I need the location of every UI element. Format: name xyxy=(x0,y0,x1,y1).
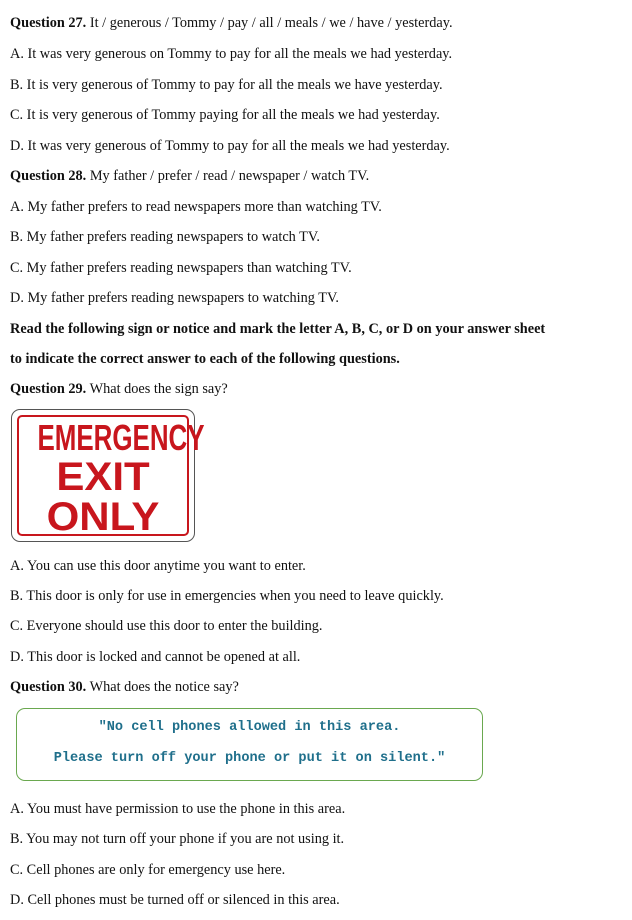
question-29-label: Question 29. xyxy=(10,381,87,397)
question-29-option-a: A. You can use this door anytime you want to enter. xyxy=(10,558,306,574)
question-27-label: Question 27. xyxy=(10,15,87,31)
cell-phone-notice xyxy=(16,708,483,781)
question-29-option-d: D. This door is locked and cannot be opened at all. xyxy=(10,649,301,665)
question-29-option-b: B. This door is only for use in emergencies when you need to leave quickly. xyxy=(10,588,444,604)
question-30-option-c: C. Cell phones are only for emergency use here. xyxy=(10,862,286,878)
sign-text-only: ONLY xyxy=(46,495,160,539)
question-30-prompt: What does the notice say? xyxy=(89,679,239,695)
question-27-prompt: It / generous / Tommy / pay / all / meals / we / have / yesterday. xyxy=(89,15,453,31)
question-29-stem xyxy=(10,380,228,398)
question-28-option-d: D. My father prefers reading newspapers to watching TV. xyxy=(10,290,339,306)
question-28-option-c: C. My father prefers reading newspapers than watching TV. xyxy=(10,260,352,276)
question-30-stem xyxy=(10,678,239,696)
emergency-exit-sign xyxy=(11,409,205,542)
notice-line-2: Please turn off your phone or put it on silent." xyxy=(53,751,446,766)
question-29-option-c: C. Everyone should use this door to enter the building. xyxy=(10,618,323,634)
question-29-prompt: What does the sign say? xyxy=(89,381,228,397)
question-28-option-a: A. My father prefers to read newspapers more than watching TV. xyxy=(10,199,382,215)
question-27-option-d: D. It was very generous of Tommy to pay for all the meals we had yesterday. xyxy=(10,138,450,154)
sign-text-exit: EXIT xyxy=(56,455,150,499)
question-30-option-a: A. You must have permission to use the phone in this area. xyxy=(10,801,346,817)
question-27-stem xyxy=(10,14,453,32)
question-27-option-a: A. It was very generous on Tommy to pay for all the meals we had yesterday. xyxy=(10,46,453,62)
question-27-option-c: C. It is very generous of Tommy paying for all the meals we had yesterday. xyxy=(10,107,440,123)
sign-text-emergency: EMERGENCY xyxy=(37,417,205,458)
instructions-line-2: to indicate the correct answer to each of the following questions. xyxy=(10,351,400,367)
notice-line-1: "No cell phones allowed in this area. xyxy=(98,720,401,735)
question-28-option-b: B. My father prefers reading newspapers to watch TV. xyxy=(10,229,320,245)
question-30-label: Question 30. xyxy=(10,679,87,695)
question-28-label: Question 28. xyxy=(10,168,87,184)
question-30-option-b: B. You may not turn off your phone if you are not using it. xyxy=(10,831,345,847)
question-28-stem xyxy=(10,167,369,185)
question-27-option-b: B. It is very generous of Tommy to pay for all the meals we have yesterday. xyxy=(10,77,443,93)
question-28-prompt: My father / prefer / read / newspaper / watch TV. xyxy=(89,168,370,184)
instructions-line-1: Read the following sign or notice and mark the letter A, B, C, or D on your answer sheet xyxy=(10,321,546,337)
question-30-option-d: D. Cell phones must be turned off or silenced in this area. xyxy=(10,892,340,908)
